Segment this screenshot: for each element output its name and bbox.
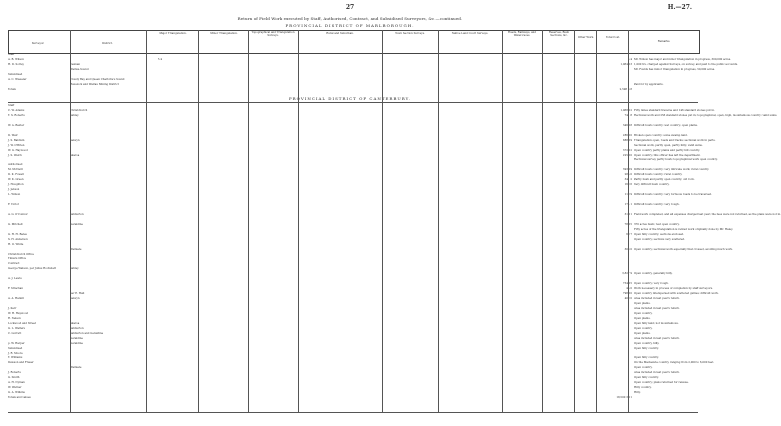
header-town: Town Section Surveys. [395, 32, 425, 35]
surveyor-cell: R. Nelson [8, 316, 21, 320]
surveyor-cell: Contract [8, 262, 20, 266]
surveyor-cell: H. D. Sorley [8, 63, 24, 66]
district-cell: Waimate [70, 247, 82, 251]
column-rule [382, 30, 383, 412]
district-cell: per E. Hall [70, 292, 85, 296]
remarks-cell: Difficult bush country; rural country. [634, 173, 683, 177]
remarks-cell: Open hilly land; not mountainous. [634, 321, 679, 325]
surveyor-cell: C. W. Adams [8, 108, 25, 112]
header-major-tri: Major Triangulation. [159, 32, 187, 35]
remarks-cell: Open hilly country. [634, 356, 659, 360]
column-rule [198, 30, 199, 412]
page-code: H.—27. [667, 4, 692, 11]
total-cost-cell: 286 10 [622, 133, 632, 137]
surveyor-cell: A. H. Nyman [8, 381, 25, 385]
surveyor-cell: D. K. Fowell [8, 173, 24, 177]
surveyor-cell: T. Williams [8, 356, 23, 360]
surveyor-cell: Dawson and Fraser [8, 361, 34, 365]
surveyor-cell: Timaru Office [8, 257, 27, 261]
remarks-cell: Open country. [634, 326, 653, 330]
district-cell: Akaroa [70, 153, 80, 157]
district-cell: Cloudy Bay and Queen Charlotte's Sound [70, 78, 125, 81]
district-cell: Geraldine [70, 336, 83, 340]
surveyor-cell: J. R. Moore [8, 351, 23, 355]
column-rule [574, 30, 575, 412]
remarks-cell: Open hilly country. [634, 376, 659, 380]
remarks-cell: Open country. [634, 311, 653, 315]
remarks-cell: Mr. Wilson has major and minor triangulation in progress, 300,000 acres. [634, 58, 731, 61]
page-title: Return of Field Work executed by Staff, Authorised, Contract, and Subsidised Surveyors, &c.—continued. [237, 16, 463, 21]
column-rule [70, 30, 71, 412]
remarks-cell: Sectional work, partly open, partly hilly; valid sums. [634, 143, 703, 147]
surveyor-cell: W. K. Green [8, 178, 24, 182]
header-reserves: Reserves, Bush Sections, &c. [548, 31, 570, 37]
surveyor-cell: Staff [8, 104, 15, 107]
surveyor-cell: Christchurch Office [8, 252, 34, 256]
remarks-cell: Open country. [634, 366, 653, 370]
total-cost-cell: 1,084 13 [620, 63, 632, 66]
total-cost-cell: 285 0 [624, 173, 632, 177]
district-cell: Ashburton [70, 326, 84, 330]
total-cost-cell: 69 7 [626, 232, 632, 236]
total-cost-cell: 888 19 [622, 138, 632, 142]
header-roads: Roads, Railways, and Water-races. [507, 31, 536, 37]
header-other: Other Work. [577, 36, 595, 39]
surveyor-cell: G. H. H. Bates [8, 232, 27, 236]
total-cost-cell: 754 15 [622, 282, 632, 286]
header-surveyor: Surveyor. [31, 42, 45, 45]
remarks-cell: 1,000 trs. charged against Surveys, on survey, and paid to the public accounts. [634, 63, 738, 66]
header-native: Native Land Court Surveys. [451, 32, 489, 35]
total-cost-cell: 18,500 3 11 [616, 396, 632, 400]
surveyor-cell: L. Wilson [8, 193, 21, 197]
surveyor-cell: H. O. White [8, 242, 24, 246]
remarks-cell: Triangulation open, roads and tracks; sectional work in parts. [634, 138, 716, 142]
district-heading-marlborough: PROVINCIAL DISTRICT OF MARLBOROUGH. [285, 23, 415, 28]
remarks-cell: Rectional survey partly bush; topographical work open country. [634, 158, 718, 162]
remarks-cell: Open hilly country. [634, 346, 659, 350]
surveyor-cell: J. Kerr [8, 306, 17, 310]
surveyor-cell: Subsidised [8, 346, 23, 350]
surveyor-cell: Totals [8, 88, 16, 91]
remarks-cell: Open country; sectional work especially that crossed, avoiding much work. [634, 247, 733, 251]
total-cost-cell: 119 9 [624, 193, 632, 197]
remarks-cell: Fifty miles standard traverse and 146 standard stones put in. [634, 108, 715, 112]
header-minor-tri: Minor Triangulation. [210, 32, 238, 35]
remarks-cell: Area included in last year's return. [634, 306, 680, 310]
total-cost-cell: 303 0 [624, 247, 632, 251]
remarks-cell: Fifty acres of the triangulation is rented work originally done by Mr. Haley. [634, 227, 734, 231]
district-cell: Ashburton [70, 212, 84, 216]
header-district: District. [102, 42, 113, 45]
surveyor-cell: Lockwood and Street [8, 321, 37, 325]
column-rule [502, 30, 503, 412]
district-cell: Waimate [70, 366, 82, 370]
remarks-cell: Area included in last year's return. [634, 371, 680, 375]
remarks-cell: Hilly country. [634, 386, 652, 390]
remarks-cell: Difficult bush country; very tortuous roads to be traversed. [634, 193, 712, 197]
table-row [8, 396, 698, 401]
column-rule [248, 30, 249, 412]
remarks-cell: 370 acres bush; rest open country. [634, 222, 680, 226]
total-cost-cell: 225 10 [622, 153, 632, 157]
remarks-cell: Open country; very rough. [634, 282, 669, 286]
surveyor-cell: Totals and values [8, 396, 31, 400]
surveyor-cell: Authorised [8, 163, 23, 167]
surveyor-cell: p. W. Harper [8, 341, 25, 345]
total-cost-cell: 798 10 [622, 292, 632, 296]
total-cost-cell: 45 0 [626, 287, 632, 291]
header-rural: Rural and Suburban. [326, 32, 354, 35]
surveyor-cell: J. Houghton [8, 183, 24, 187]
remarks-cell: Difficult bush country; wet country; open plains. [634, 123, 698, 127]
total-cost-cell: 174 1 [624, 203, 632, 206]
total-cost-cell: 372 12 [622, 148, 632, 152]
remarks-cell: Open country, generally hilly. [634, 272, 673, 276]
district-cell: Geraldine [70, 222, 83, 226]
acres-cell: 5 4 [157, 58, 162, 61]
remarks-cell: Open country; plans returned for reissue. [634, 381, 689, 385]
remarks-cell: Very difficult bush country. [634, 183, 670, 187]
surveyor-cell: J. Roberts [8, 371, 21, 375]
remarks-cell: Open plains. [634, 316, 651, 320]
total-cost-cell: 3,827 9 [622, 272, 632, 276]
surveyor-cell: D. Weir [8, 133, 18, 137]
district-cell: Havelock and Wairau Mining District [70, 83, 119, 86]
remarks-cell: Field-work completed, and all expenses charged last year; the fees were not returned, as the plans were not in. [634, 212, 781, 216]
surveyor-cell: W. H. Haywood [8, 311, 29, 315]
district-cell: Geraldine [70, 341, 83, 345]
header-topo: Topographical and Triangulation Surveys. [251, 31, 295, 37]
surveyor-cell: A. C. Wieseler [8, 78, 27, 81]
total-cost-cell: 741 8 [624, 113, 632, 117]
total-cost-cell: 400 0 [624, 297, 632, 301]
remarks-cell: Open hilly country; sections enclosed. [634, 232, 685, 236]
remarks-cell: On the Mackenzie country, ranging from 2,000 to 6,000 feet. [634, 361, 715, 365]
remarks-cell: Open plains. [634, 331, 651, 335]
district-cell: Akaroa [70, 321, 80, 325]
surveyor-cell: T. S. Roberts [8, 113, 25, 117]
surveyor-cell: G. Smith [8, 376, 20, 380]
remarks-cell: Hilly. [634, 391, 641, 395]
surveyor-cell: W. A. Baxter [8, 123, 25, 127]
table-bottom-rule [8, 412, 698, 413]
surveyor-cell: M. McNeill [8, 168, 23, 172]
district-cell: Tasman [70, 63, 81, 66]
total-cost-cell: 31 11 [624, 212, 632, 216]
total-cost-cell: 341 2 [624, 178, 632, 182]
surveyor-cell: A. J. Lewis [8, 277, 22, 281]
surveyor-cell: Subsidised [8, 73, 23, 76]
surveyor-cell: J. S. Welch [8, 153, 22, 157]
surveyor-cell: W. G. Haywood [8, 148, 28, 152]
column-rule [438, 30, 439, 412]
total-cost-cell: 1,088 12 [620, 108, 632, 112]
remarks-cell: Difficult bush country; very intricate work; rural country. [634, 168, 710, 172]
remarks-cell: Difficult bush country; very rough. [634, 203, 680, 206]
total-cost-cell: 5 4 [627, 58, 632, 61]
surveyor-cell: J. W. O'Brien [8, 143, 25, 147]
surveyor-cell: C. Gorrett [8, 331, 22, 335]
district-cell: Ashley [70, 267, 79, 271]
surveyor-cell: F. Strachan [8, 287, 23, 291]
district-cell: Ashley [70, 113, 79, 117]
remarks-cell: Open country; this officer has left the department. [634, 153, 701, 157]
total-cost-cell: 78 15 [624, 222, 632, 226]
header-remarks: Remarks. [657, 40, 671, 43]
surveyor-cell: A. B. Wilson [8, 58, 24, 61]
district-cell: Selwyn [70, 138, 80, 142]
remarks-cell: Work necessary in process of completion by staff surveyors. [634, 287, 713, 291]
remarks-cell: Partly bush and partly open country; old rock. [634, 178, 695, 182]
remarks-cell: Area included in last year's return. [634, 297, 680, 301]
total-cost-cell: 2,598 6 8 [619, 88, 632, 91]
total-cost-cell: 346 18 [622, 123, 632, 127]
column-rule [628, 30, 629, 412]
remarks-cell: Rectional work and 256 standard stones put in; topographical, open, high, mountainous country; valid sums. [634, 113, 778, 117]
surveyor-cell: A. A. Hamill [8, 297, 24, 301]
surveyor-cell: J. Jebson [8, 188, 20, 192]
surveyor-cell: J. S. Baldwin [8, 138, 25, 142]
district-cell: Selwyn [70, 297, 80, 301]
district-cell: Wairau-Sound [70, 68, 89, 71]
remarks-cell: Open country interspersed with scattered gullies; difficult work. [634, 292, 719, 296]
remarks-cell: Open country partly plains and partly hill country. [634, 148, 700, 152]
surveyor-cell: George Watson, per Julius Hochstett [8, 267, 57, 271]
district-cell: Ashburton and Geraldine [70, 331, 104, 335]
column-rule [596, 30, 597, 412]
remarks-cell: Open plains. [634, 302, 651, 305]
district-cell: Christchurch [70, 108, 88, 112]
district-heading-canterbury: PROVINCIAL DISTRICT OF CANTERBURY. [288, 96, 412, 101]
remarks-cell: Mr. Foulds has minor triangulation in progress, 50,000 acres. [634, 68, 716, 71]
total-cost-cell: 393 19 [622, 168, 632, 172]
header-total-cost: Total Cost. [605, 36, 621, 39]
column-rule [542, 30, 543, 412]
surveyor-cell: Staff [8, 53, 15, 56]
remarks-cell: Area included in last year's return. [634, 336, 680, 340]
remarks-cell: Paid for by applicants. [634, 83, 664, 86]
surveyor-cell: F. Victor [8, 203, 19, 206]
page-number: 27 [345, 4, 355, 11]
surveyor-cell: A. G. O'Connor [8, 212, 28, 216]
column-rule [298, 30, 299, 412]
surveyor-cell: G. Mitchell [8, 222, 23, 226]
surveyor-cell: G. A. Wilkins [8, 391, 25, 395]
total-cost-cell: 160 6 [624, 183, 632, 187]
remarks-cell: Open country; sections very scattered. [634, 237, 685, 241]
surveyor-cell: W. Warner [8, 386, 22, 390]
surveyor-cell: S. H. Anderson [8, 237, 28, 241]
remarks-cell: Open country, hilly. [634, 341, 660, 345]
remarks-cell: Broken open country; some swamp land. [634, 133, 688, 137]
column-rule [146, 30, 147, 412]
surveyor-cell: G. L. Walters [8, 326, 25, 330]
